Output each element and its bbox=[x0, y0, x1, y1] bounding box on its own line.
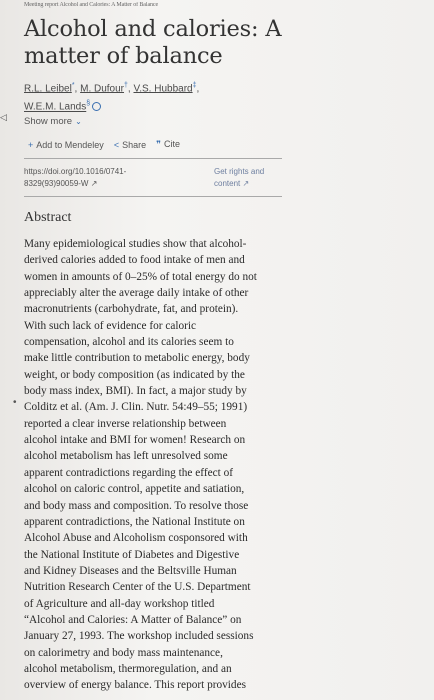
show-more-button[interactable]: Show more ⌄ bbox=[24, 116, 82, 127]
abstract-line: Colditz et al. (Am. J. Clin. Nutr. 54:49–55; 1991) bbox=[24, 401, 248, 414]
chevron-down-icon: ⌄ bbox=[75, 117, 82, 126]
author-link[interactable]: V.S. Hubbard bbox=[133, 83, 193, 95]
abstract-line: alcohol on caloric control, appetite and satiation, bbox=[24, 483, 245, 496]
abstract-line: Nutrition Research Center of the U.S. Department bbox=[24, 581, 251, 594]
author-link[interactable]: M. Dufour bbox=[80, 83, 125, 95]
abstract-line: Alcohol Abuse and Alcoholism cosponsored with bbox=[24, 532, 248, 545]
abstract-line: weight, or body composition (as indicated by the bbox=[24, 368, 245, 381]
author-profile-icon[interactable] bbox=[92, 102, 101, 111]
side-arrow-icon: ◁ bbox=[0, 112, 7, 122]
abstract-line: alcohol intake and BMI for women! Research on bbox=[24, 434, 246, 447]
abstract-line: compensation, alcohol and its calories seem to bbox=[24, 336, 234, 349]
abstract-line: macronutrients (carbohydrate, fat, and protein). bbox=[24, 303, 239, 316]
article-title bbox=[24, 16, 424, 70]
add-to-mendeley-button[interactable]: + Add to Mendeley bbox=[28, 139, 104, 150]
external-link-icon: ↗ bbox=[242, 179, 250, 188]
abstract-line: “Alcohol and Calories: A Matter of Balance” on bbox=[24, 613, 242, 626]
title-line-1: Alcohol and calories: A bbox=[24, 16, 282, 42]
external-link-icon: ↗ bbox=[90, 179, 98, 188]
author-link[interactable]: W.E.M. Lands bbox=[24, 101, 87, 113]
abstract-line: alcohol metabolism, thermoregulation, and an bbox=[24, 662, 232, 675]
abstract-line: alcohol metabolism has left unresolved some bbox=[24, 450, 228, 463]
divider bbox=[24, 158, 282, 159]
abstract-line: make little contribution to metabolic energy, body bbox=[24, 352, 250, 365]
quote-icon: ❞ bbox=[156, 139, 161, 149]
abstract-line: and body mass and composition. To resolve those bbox=[24, 499, 249, 512]
title-line-2: matter of balance bbox=[24, 43, 223, 69]
get-rights-link[interactable]: Get rights and content ↗ bbox=[214, 167, 265, 188]
plus-icon: + bbox=[28, 139, 34, 150]
abstract-line: Many epidemiological studies show that alcohol- bbox=[24, 238, 247, 250]
abstract-line: on calorimetry and body mass maintenance, bbox=[24, 646, 223, 659]
abstract-line: reported a clear inverse relationship between bbox=[24, 417, 227, 430]
abstract-line: the National Institute of Diabetes and Digestive bbox=[24, 548, 240, 561]
abstract-line: of Agriculture and all-day workshop titled bbox=[24, 597, 215, 610]
abstract-line: With such lack of evidence for caloric bbox=[24, 319, 197, 332]
abstract-line: derived calories added to food intake of men and bbox=[24, 254, 245, 267]
author-link[interactable]: R.L. Leibel bbox=[24, 83, 72, 95]
abstract-line: body mass index, BMI). In fact, a major study by bbox=[24, 385, 247, 398]
share-button[interactable]: < Share bbox=[113, 139, 147, 150]
abstract-line: and Kidney Diseases and the Beltsville Human bbox=[24, 564, 237, 577]
abstract-line: January 27, 1993. The workshop included sessions bbox=[24, 630, 254, 643]
abstract-text bbox=[24, 236, 286, 694]
share-icon: < bbox=[113, 139, 120, 150]
article-action-bar bbox=[28, 139, 180, 150]
divider bbox=[24, 196, 282, 197]
abstract-line: women in amounts of 0–25% of total energy do not bbox=[24, 270, 257, 283]
author-list: R.L. Leibel*, M. Dufour†, V.S. Hubbard‡, W.E.M. Lands§ bbox=[24, 82, 200, 113]
abstract-line: overview of energy balance. This report provides bbox=[24, 679, 246, 692]
cite-button[interactable]: ❞ Cite bbox=[156, 139, 180, 149]
abstract-line: apparent contradictions, the National Institute on bbox=[24, 515, 245, 528]
abstract-line: apparent contradictions regarding the effect of bbox=[24, 466, 234, 479]
abstract-line: appreciably alter the average daily intake of other bbox=[24, 287, 249, 300]
doi-link[interactable]: https://doi.org/10.1016/0741- 8329(93)90059-W ↗ bbox=[24, 167, 127, 188]
bullet-mark: • bbox=[13, 397, 17, 408]
abstract-heading: Abstract bbox=[24, 210, 72, 225]
journal-header-strip: Meeting report Alcohol and Calories: A Matter of Balance bbox=[24, 2, 159, 8]
